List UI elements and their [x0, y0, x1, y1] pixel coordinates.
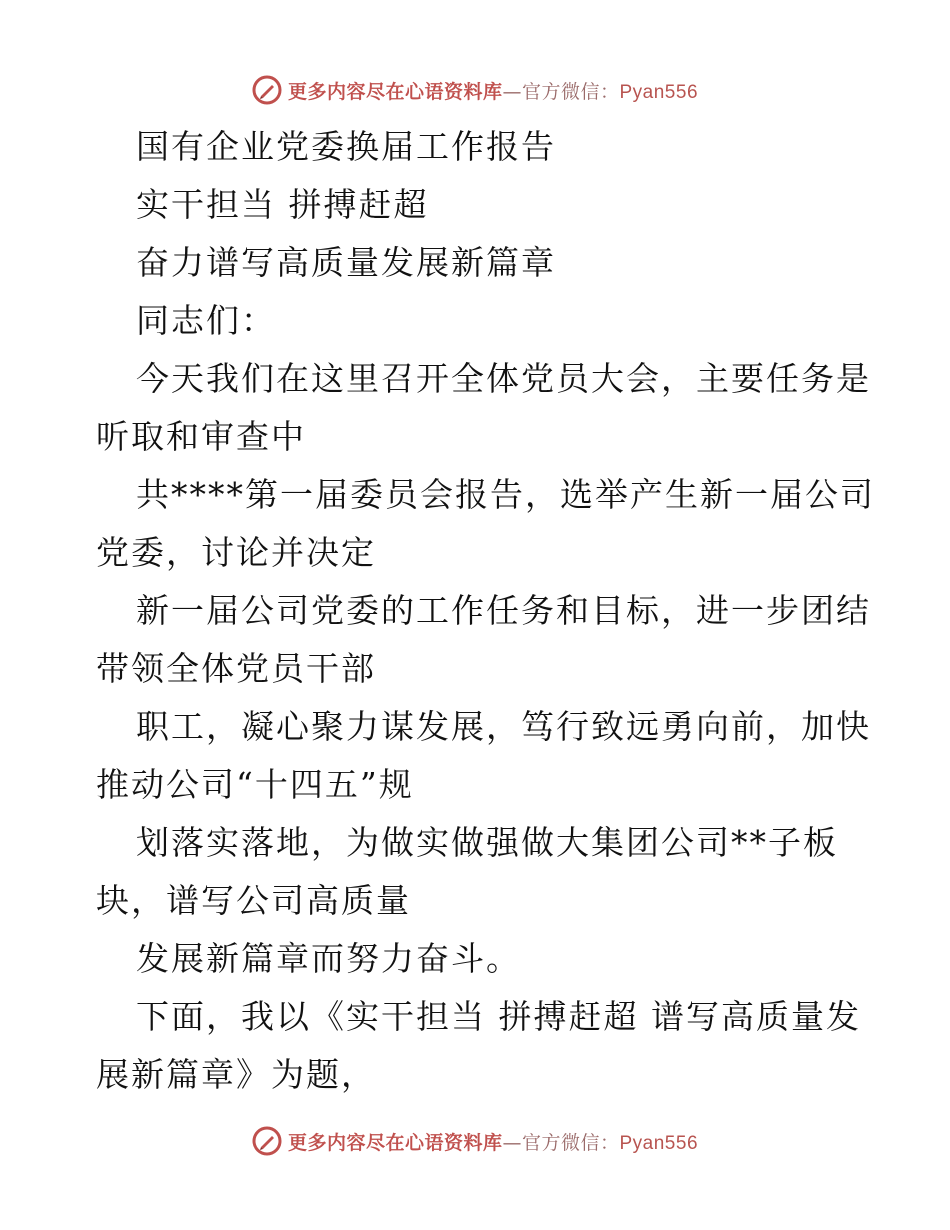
watermark-dash: —: [502, 1131, 522, 1154]
salutation: 同志们：: [136, 301, 276, 340]
paragraph-line: 发展新篇章而努力奋斗。: [136, 939, 521, 978]
paragraph-line: 推动公司“十四五”规: [96, 765, 414, 804]
pen-logo-icon: [252, 1126, 282, 1156]
paragraph-line: 带领全体党员干部: [96, 649, 376, 688]
paragraph-line: 今天我们在这里召开全体党员大会，主要任务是: [136, 359, 871, 398]
paragraph-line: 展新篇章》为题，: [96, 1055, 376, 1094]
paragraph-line: 共****第一届委员会报告，选举产生新一届公司: [136, 475, 875, 514]
watermark-text: [288, 1128, 698, 1155]
pen-logo-icon: [252, 75, 282, 105]
document-body: [96, 118, 875, 1104]
watermark-id: Pyan556: [619, 1132, 699, 1154]
watermark-brand: 更多内容尽在心语资料库: [287, 80, 503, 103]
watermark-id: Pyan556: [619, 81, 699, 103]
paragraph-line: 职工，凝心聚力谋发展，笃行致远勇向前，加快: [136, 707, 871, 746]
document-subtitle-1: 实干担当 拼搏赶超: [136, 185, 429, 224]
watermark-brand: 更多内容尽在心语资料库: [287, 1131, 503, 1154]
paragraph-line: 新一届公司党委的工作任务和目标，进一步团结: [136, 591, 871, 630]
watermark-label: 官方微信：: [521, 1131, 620, 1154]
paragraph-line: 下面，我以《实干担当 拼搏赶超 谱写高质量发: [136, 997, 861, 1036]
footer-watermark: [0, 1123, 950, 1159]
header-watermark: [0, 72, 950, 108]
watermark-text: [288, 77, 698, 104]
paragraph-line: 党委，讨论并决定: [96, 533, 376, 572]
paragraph-line: 划落实落地，为做实做强做大集团公司**子板: [136, 823, 838, 862]
paragraph-line: 块，谱写公司高质量: [96, 881, 411, 920]
document-title: 国有企业党委换届工作报告: [136, 127, 556, 166]
paragraph-line: 听取和审查中: [96, 417, 306, 456]
document-subtitle-2: 奋力谱写高质量发展新篇章: [136, 243, 556, 282]
watermark-label: 官方微信：: [521, 80, 620, 103]
watermark-dash: —: [502, 80, 522, 103]
